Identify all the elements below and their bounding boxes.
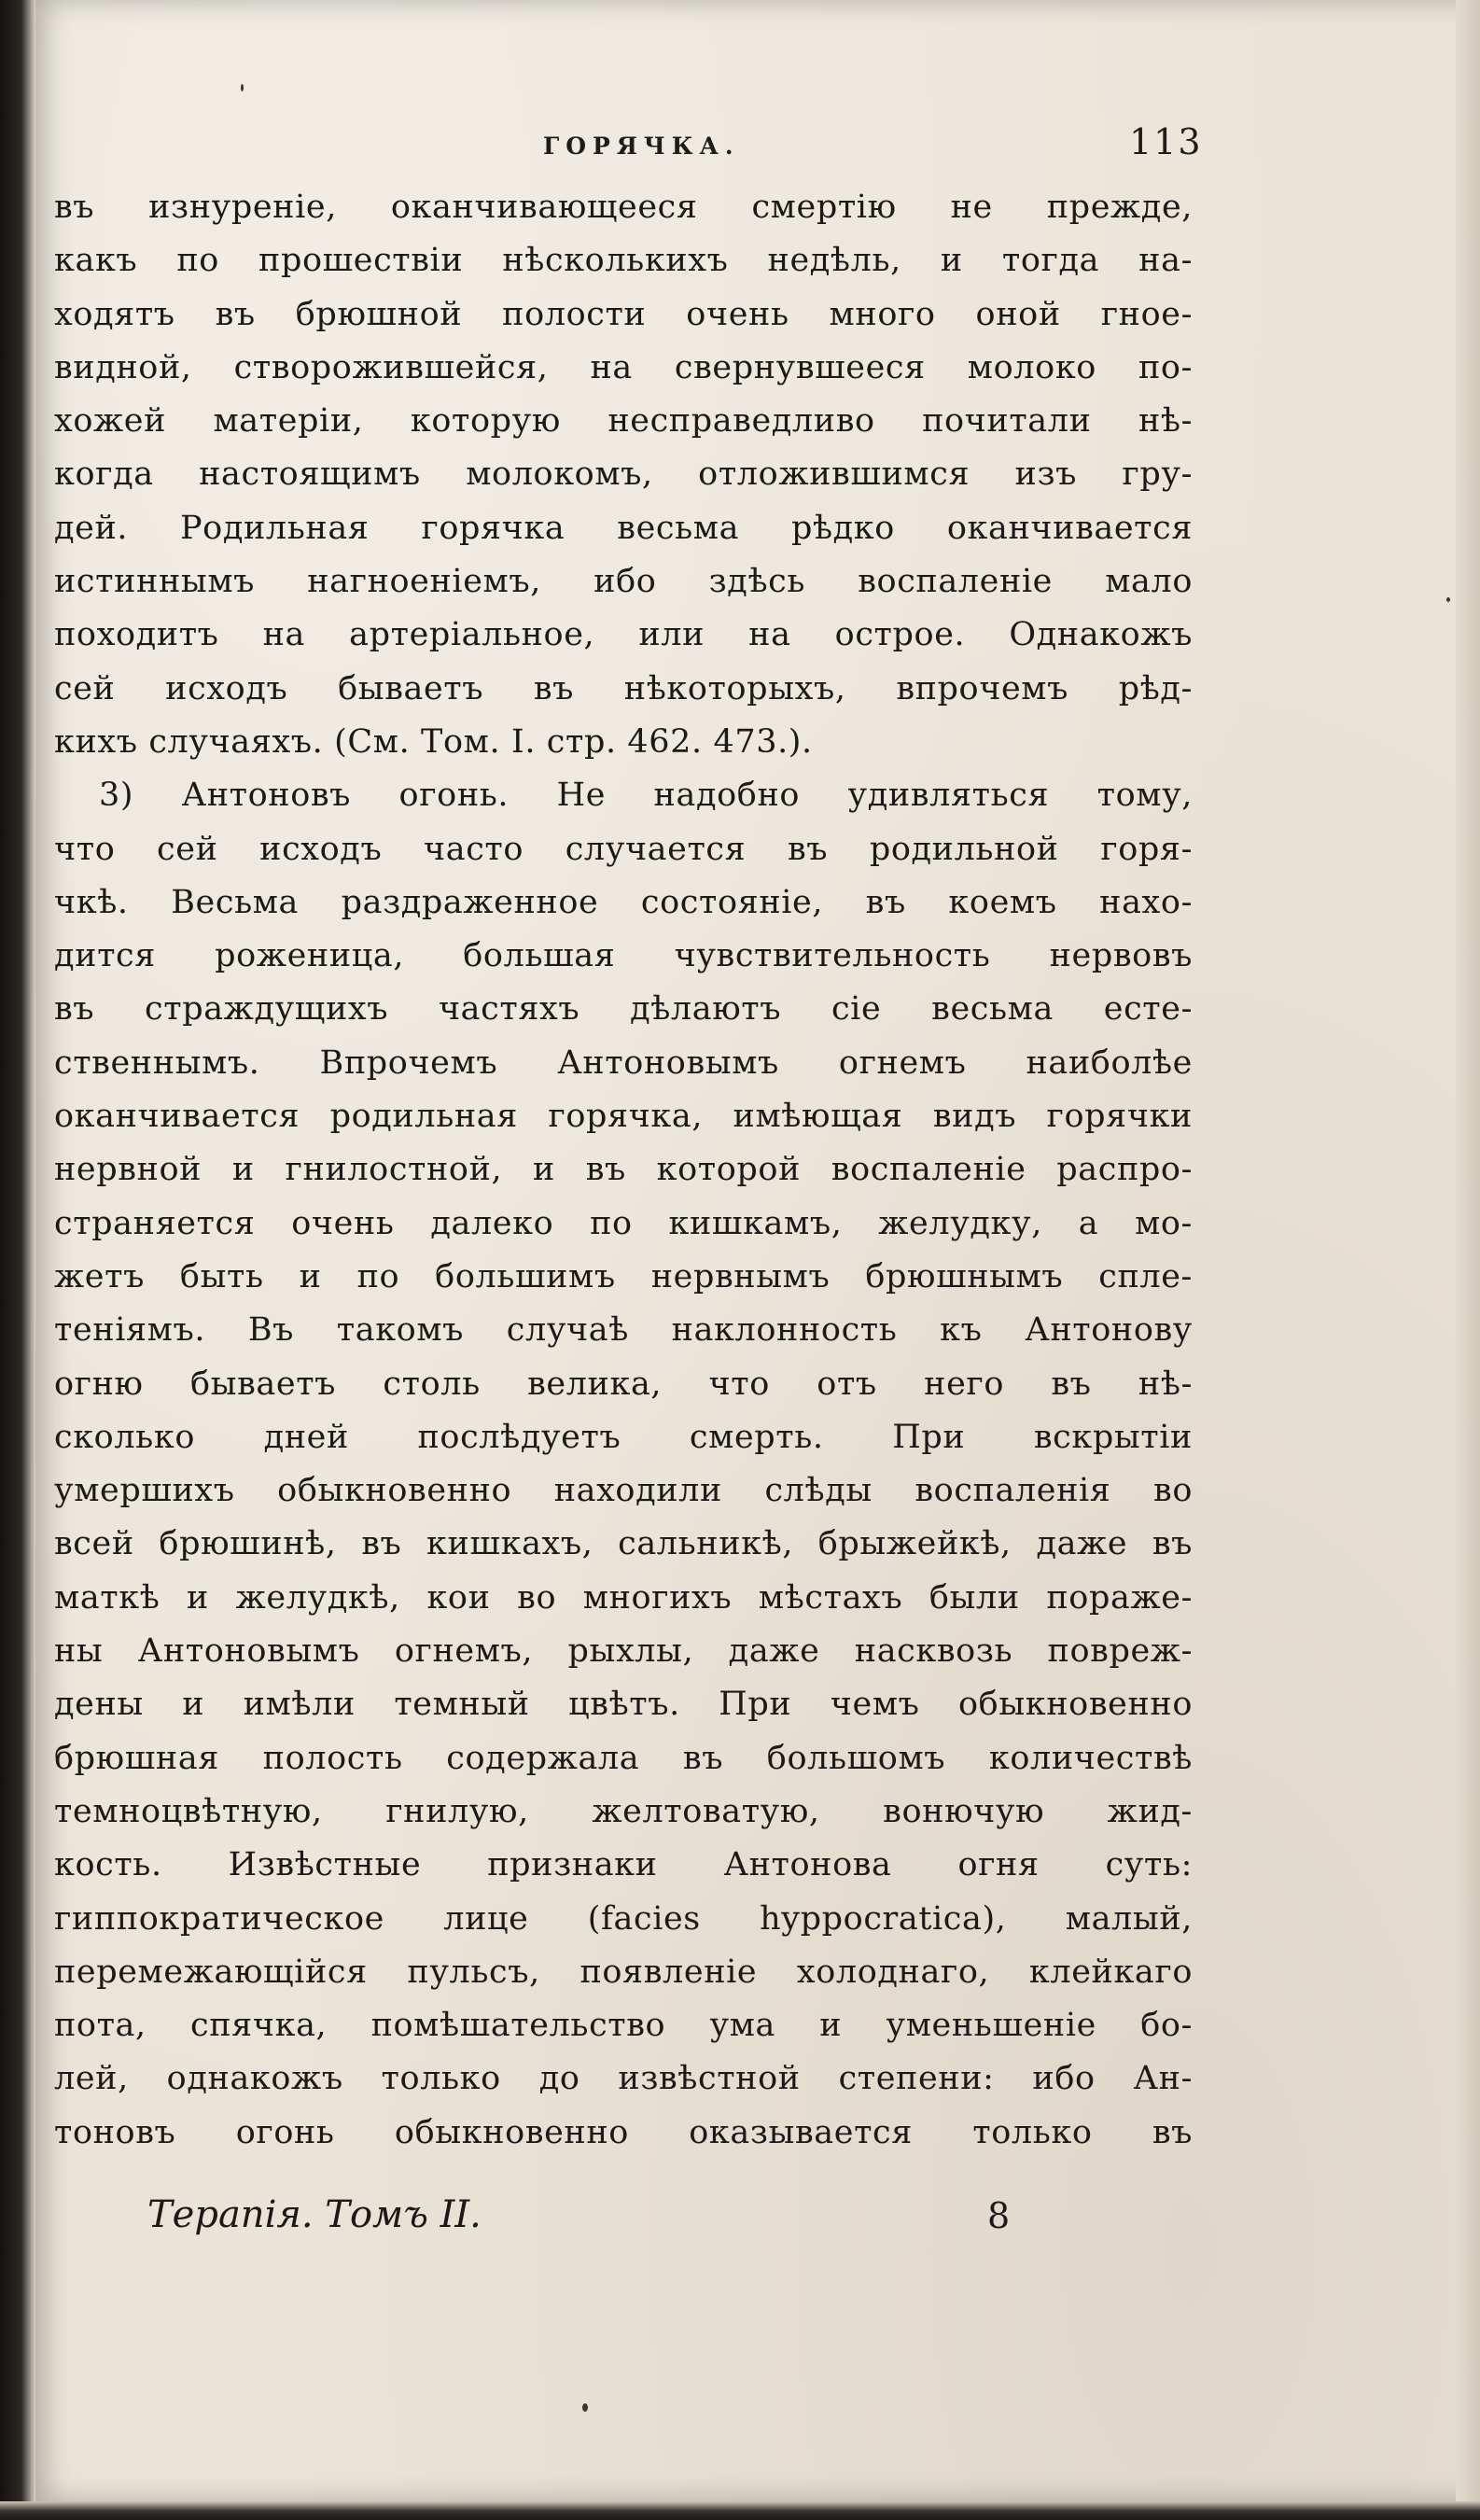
text-line: истиннымъ нагноеніемъ, ибо здѣсь воспаленіе мало (54, 563, 1193, 601)
text-line: дей. Родильная горячка весьма рѣдко оканчивается (54, 509, 1193, 547)
text-line: хожей матеріи, которую несправедливо почитали нѣ- (54, 402, 1193, 441)
text-line: когда настоящимъ молокомъ, отложившимся изъ гру- (54, 455, 1193, 494)
text-line: огню бываетъ столь велика, что отъ него въ нѣ- (54, 1365, 1193, 1403)
text-line: нервной и гнилостной, и въ которой воспаленіе распро- (54, 1151, 1193, 1189)
paper-speck (582, 2403, 588, 2412)
text-line: въ изнуреніе, оканчивающееся смертію не прежде, (54, 189, 1193, 226)
binding-gutter (0, 0, 35, 2520)
text-line: маткѣ и желудкѣ, кои во многихъ мѣстахъ были пораже- (54, 1578, 1193, 1617)
text-line: страняется очень далеко по кишкамъ, желудку, а мо- (54, 1204, 1193, 1242)
text-line: видной, створожившейся, на свернувшееся молоко по- (54, 348, 1193, 386)
paper-speck (1446, 597, 1450, 602)
text-line: кость. Извѣстные признаки Антонова огня суть: (54, 1846, 1193, 1884)
body-text (54, 181, 1193, 2160)
text-line: ственнымъ. Впрочемъ Антоновымъ огнемъ наиболѣе (54, 1043, 1193, 1082)
text-line: брюшная полость содержала въ большомъ количествѣ (54, 1739, 1193, 1777)
text-line: лей, однакожъ только до извѣстной степени: ибо Ан- (54, 2060, 1193, 2098)
section-heading-line: 3) Антоновъ огонь. Не надобно удивляться тому, (99, 777, 1193, 815)
signature-mark: Терапія. Томъ II. (147, 2193, 482, 2236)
running-title: ГОРЯЧКА. (543, 133, 740, 160)
text-line: чкѣ. Весьма раздраженное состояніе, въ коемъ нахо- (54, 883, 1193, 921)
text-line: темноцвѣтную, гнилую, желтоватую, вонючую жид- (54, 1792, 1193, 1830)
text-line: кихъ случаяхъ. (См. Том. I. стр. 462. 473.). (54, 722, 813, 761)
text-line: перемежающійся пульсъ, появленіе холоднаго, клейкаго (54, 1953, 1193, 1991)
text-line: ходятъ въ брюшной полости очень много оной гное- (54, 295, 1193, 333)
page-edge (1456, 0, 1480, 2501)
text-line: теніямъ. Въ такомъ случаѣ наклонность къ Антонову (54, 1311, 1193, 1350)
sheet-number: 8 (987, 2195, 1011, 2236)
page-number: 113 (1129, 121, 1203, 162)
text-line: тоновъ огонь обыкновенно оказывается только въ (54, 2113, 1193, 2151)
text-line: жетъ быть и по большимъ нервнымъ брюшнымъ спле- (54, 1257, 1193, 1295)
page-header (28, 121, 1480, 170)
text-line: гиппократическое лице (facies hyppocratica), малый, (54, 1899, 1193, 1938)
text-line: умершихъ обыкновенно находили слѣды воспаленія во (54, 1472, 1193, 1510)
text-line: пота, спячка, помѣшательство ума и уменьшеніе бо- (54, 2007, 1193, 2045)
text-line: дены и имѣли темный цвѣтъ. При чемъ обыкновенно (54, 1686, 1193, 1724)
text-line: походитъ на артеріальное, или на острое. Однакожъ (54, 616, 1193, 654)
text-line: всей брюшинѣ, въ кишкахъ, сальникѣ, брыжейкѣ, даже въ (54, 1525, 1193, 1563)
text-line: въ страждущихъ частяхъ дѣлаютъ сіе весьма есте- (54, 990, 1193, 1029)
book-page (28, 0, 1480, 2501)
paper-speck (241, 84, 244, 91)
page-footer (119, 2193, 1193, 2249)
text-line: ны Антоновымъ огнемъ, рыхлы, даже насквозь повреж- (54, 1632, 1193, 1671)
text-line: что сей исходъ часто случается въ родильной горя- (54, 830, 1193, 868)
scan-bottom-edge (0, 2501, 1480, 2520)
text-line: какъ по прошествіи нѣсколькихъ недѣль, и тогда на- (54, 242, 1193, 280)
text-line: оканчивается родильная горячка, имѣющая видъ горячки (54, 1098, 1193, 1136)
text-line: сколько дней послѣдуетъ смерть. При вскрытіи (54, 1418, 1193, 1456)
text-line: дится роженица, большая чувствительность нервовъ (54, 937, 1193, 975)
text-line: сей исходъ бываетъ въ нѣкоторыхъ, впрочемъ рѣд- (54, 669, 1193, 707)
